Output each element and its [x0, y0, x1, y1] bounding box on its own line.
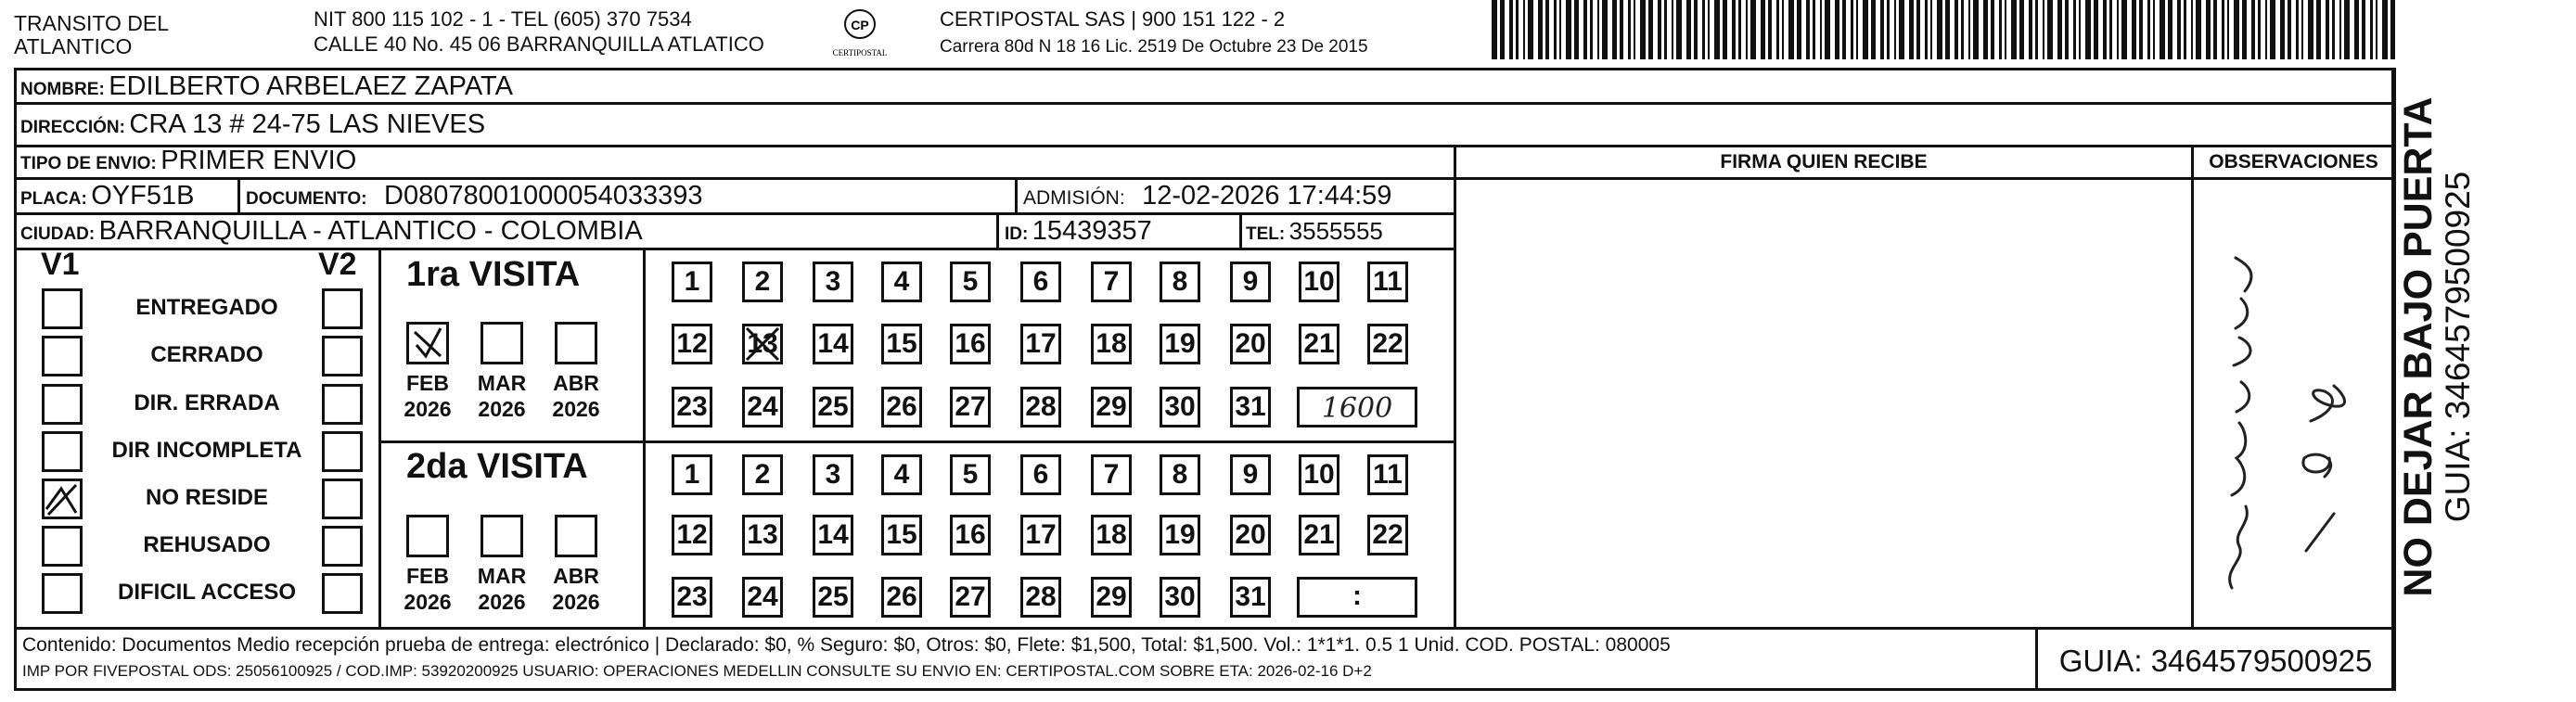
day-box[interactable]: 17: [1020, 515, 1061, 555]
month-label: ABR 2026: [552, 564, 600, 614]
day-box[interactable]: 1: [672, 262, 712, 302]
day-box[interactable]: 10: [1299, 262, 1339, 302]
month-checkbox[interactable]: [481, 322, 523, 364]
day-box[interactable]: 15: [881, 324, 922, 364]
v1-checkbox[interactable]: [42, 479, 83, 519]
checklist-option-label: ENTREGADO: [135, 295, 278, 320]
name-label: NOMBRE:: [20, 80, 105, 99]
id-cell: [1005, 213, 1152, 253]
visit2-title: 2da VISITA: [406, 447, 588, 486]
visit1-title: 1ra VISITA: [406, 255, 581, 294]
month-label: MAR 2026: [477, 371, 527, 421]
month-checkbox[interactable]: [406, 515, 449, 557]
checklist-option-label: DIR. ERRADA: [134, 390, 280, 415]
day-box[interactable]: 14: [813, 515, 853, 555]
day-box[interactable]: 22: [1367, 515, 1408, 555]
signature-area[interactable]: [1457, 180, 2190, 626]
visit2-time-field[interactable]: [1297, 577, 1417, 618]
day-box[interactable]: 31: [1230, 387, 1271, 428]
nit-line: NIT 800 115 102 - 1 - TEL (605) 370 7534: [314, 7, 692, 31]
day-box[interactable]: 28: [1020, 577, 1061, 618]
content-line: Contenido: Documentos Medio recepción prueba de entrega: electrónico | Declarado: $0, % Seguro: $0, Otros: $0, Flete: $1,500, Total: $1,500. Vol.: 1*1*1. 0.5 1 Unid. COD. POSTAL: 080005: [22, 634, 1671, 656]
day-box[interactable]: 4: [881, 454, 922, 495]
day-box[interactable]: 18: [1091, 324, 1132, 364]
day-box[interactable]: 30: [1160, 577, 1200, 618]
day-box[interactable]: 31: [1230, 577, 1271, 618]
address-line: CALLE 40 No. 45 06 BARRANQUILLA ATLATICO: [314, 32, 764, 56]
day-box[interactable]: 16: [950, 324, 991, 364]
day-box[interactable]: 29: [1091, 577, 1132, 618]
day-box[interactable]: 7: [1091, 454, 1132, 495]
svg-text:CP: CP: [851, 18, 869, 32]
day-box[interactable]: 2: [742, 262, 783, 302]
admission-label: ADMISIÓN:: [1023, 187, 1125, 209]
day-box[interactable]: 18: [1091, 515, 1132, 555]
day-box[interactable]: 17: [1020, 324, 1061, 364]
day-box[interactable]: 24: [742, 387, 783, 428]
day-box[interactable]: 15: [881, 515, 922, 555]
v2-checkbox[interactable]: [322, 573, 363, 614]
city-value: BARRANQUILLA - ATLANTICO - COLOMBIA: [98, 216, 643, 246]
day-box[interactable]: 24: [742, 577, 783, 618]
ship-type-value: PRIMER ENVIO: [160, 146, 357, 175]
tel-value: 3555555: [1288, 217, 1383, 245]
day-box[interactable]: 10: [1299, 454, 1339, 495]
certipostal-logo: [824, 7, 896, 59]
plate-value: OYF51B: [91, 181, 195, 211]
svg-text:1600: 1600: [1321, 392, 1393, 425]
ship-type-label: TIPO DE ENVIO:: [20, 154, 157, 173]
observations-handwriting[interactable]: [2195, 180, 2392, 626]
checklist-option-label: NO RESIDE: [145, 485, 269, 510]
checklist-option-label: CERRADO: [150, 342, 263, 367]
day-box[interactable]: 25: [813, 577, 853, 618]
day-box[interactable]: 25: [813, 387, 853, 428]
carrier-line: CERTIPOSTAL SAS | 900 151 122 - 2: [940, 7, 1286, 31]
month-checkbox[interactable]: [555, 322, 597, 364]
handwritten-time: [1300, 389, 1415, 425]
day-box[interactable]: 3: [813, 262, 853, 302]
document-cell: [246, 178, 703, 218]
checklist-option-label: REHUSADO: [143, 532, 271, 557]
day-box[interactable]: 8: [1160, 454, 1200, 495]
month-label: FEB 2026: [404, 564, 452, 614]
month-checkbox[interactable]: [406, 322, 449, 364]
day-box[interactable]: 26: [881, 387, 922, 428]
tel-label: TEL:: [1246, 224, 1286, 244]
day-box[interactable]: 3: [813, 454, 853, 495]
day-box[interactable]: 5: [950, 454, 991, 495]
day-box[interactable]: 19: [1160, 324, 1200, 364]
admission-cell: [1023, 178, 1391, 218]
day-box[interactable]: 22: [1367, 324, 1408, 364]
day-box[interactable]: 20: [1230, 515, 1271, 555]
day-box[interactable]: 14: [813, 324, 853, 364]
day-box[interactable]: 19: [1160, 515, 1200, 555]
day-box[interactable]: 6: [1020, 454, 1061, 495]
id-value: 15439357: [1032, 216, 1152, 246]
company-name: TRANSITO DEL ATLANTICO: [14, 11, 169, 58]
checklist-option-label: DIFICIL ACCESO: [117, 580, 296, 605]
month-label: FEB 2026: [404, 371, 452, 421]
day-box[interactable]: 9: [1230, 262, 1271, 302]
v2-checkbox[interactable]: [322, 526, 363, 567]
carrier-license: Carrera 80d N 18 16 Lic. 2519 De Octubre 23 De 2015: [940, 37, 1368, 57]
day-box[interactable]: 21: [1299, 324, 1339, 364]
v1-checkbox[interactable]: [42, 336, 83, 377]
signature-header: [1456, 145, 2191, 182]
ship-type-row: [20, 143, 356, 183]
checklist-option-label: DIR INCOMPLETA: [111, 438, 302, 463]
day-box[interactable]: 4: [881, 262, 922, 302]
day-box[interactable]: 26: [881, 577, 922, 618]
day-box[interactable]: 28: [1020, 387, 1061, 428]
guide-box: GUIA: 3464579500925: [2058, 644, 2373, 678]
day-box[interactable]: 11: [1367, 262, 1408, 302]
v1-checkbox[interactable]: [42, 431, 83, 472]
side-text: [2397, 69, 2480, 625]
v2-checkbox[interactable]: [322, 479, 363, 519]
day-box[interactable]: 27: [950, 577, 991, 618]
document-value: D08078001000054033393: [384, 181, 703, 211]
v1-checkbox[interactable]: [42, 288, 83, 329]
day-box[interactable]: 30: [1160, 387, 1200, 428]
plate-cell: [20, 178, 194, 218]
day-box[interactable]: 7: [1091, 262, 1132, 302]
document-label: DOCUMENTO:: [246, 189, 367, 209]
day-box[interactable]: 13: [742, 515, 783, 555]
v1-checkbox[interactable]: [42, 526, 83, 567]
recipient-name: EDILBERTO ARBELAEZ ZAPATA: [109, 71, 513, 101]
day-box[interactable]: 29: [1091, 387, 1132, 428]
barcode: [1492, 0, 2401, 59]
city-label: CIUDAD:: [20, 224, 96, 244]
day-box[interactable]: 11: [1367, 454, 1408, 495]
v2-header: V2: [318, 247, 357, 282]
day-box[interactable]: 6: [1020, 262, 1061, 302]
logo-text: CERTIPOSTAL: [832, 48, 888, 57]
side-guide: GUIA: 3464579500925: [2439, 171, 2477, 523]
day-box[interactable]: 20: [1230, 324, 1271, 364]
day-box[interactable]: 23: [672, 387, 712, 428]
name-row: [20, 69, 513, 108]
v2-checkbox[interactable]: [322, 431, 363, 472]
day-box[interactable]: 16: [950, 515, 991, 555]
print-line: IMP POR FIVEPOSTAL ODS: 25056100925 / COD.IMP: 53920200925 USUARIO: OPERACIONES MEDELLIN CONSULTE SU ENVIO EN: CERTIPOSTAL.COM SOBRE ETA: 2026-02-16 D+2: [22, 662, 1372, 680]
observations-label: OBSERVACIONES: [2209, 151, 2378, 172]
v1-checkbox[interactable]: [42, 573, 83, 614]
day-box[interactable]: 21: [1299, 515, 1339, 555]
visit1-time-field[interactable]: [1297, 387, 1417, 428]
day-box[interactable]: 27: [950, 387, 991, 428]
plate-label: PLACA:: [20, 189, 87, 209]
v1-checkbox[interactable]: [42, 384, 83, 425]
v2-checkbox[interactable]: [322, 288, 363, 329]
day-box[interactable]: 2: [742, 454, 783, 495]
day-box[interactable]: 13: [742, 324, 783, 364]
time-placeholder: :: [1352, 581, 1362, 611]
address-label: DIRECCIÓN:: [20, 118, 125, 137]
day-box[interactable]: 12: [672, 324, 712, 364]
day-box[interactable]: 5: [950, 262, 991, 302]
day-box[interactable]: 1: [672, 454, 712, 495]
day-box[interactable]: 23: [672, 577, 712, 618]
tel-cell: [1246, 213, 1383, 253]
id-label: ID:: [1005, 224, 1029, 244]
day-box[interactable]: 9: [1230, 454, 1271, 495]
signature-label: FIRMA QUIEN RECIBE: [1720, 151, 1928, 172]
recipient-address: CRA 13 # 24-75 LAS NIEVES: [129, 109, 486, 139]
month-label: MAR 2026: [477, 564, 527, 614]
month-checkbox[interactable]: [481, 515, 523, 557]
v1-header: V1: [41, 247, 80, 282]
v2-checkbox[interactable]: [322, 336, 363, 377]
v2-checkbox[interactable]: [322, 384, 363, 425]
side-warning: NO DEJAR BAJO PUERTA: [2396, 96, 2441, 597]
admission-value: 12-02-2026 17:44:59: [1142, 181, 1392, 211]
month-checkbox[interactable]: [555, 515, 597, 557]
observations-header: [2194, 145, 2393, 182]
day-box[interactable]: 12: [672, 515, 712, 555]
month-label: ABR 2026: [552, 371, 600, 421]
day-box[interactable]: 8: [1160, 262, 1200, 302]
address-row: [20, 107, 485, 147]
